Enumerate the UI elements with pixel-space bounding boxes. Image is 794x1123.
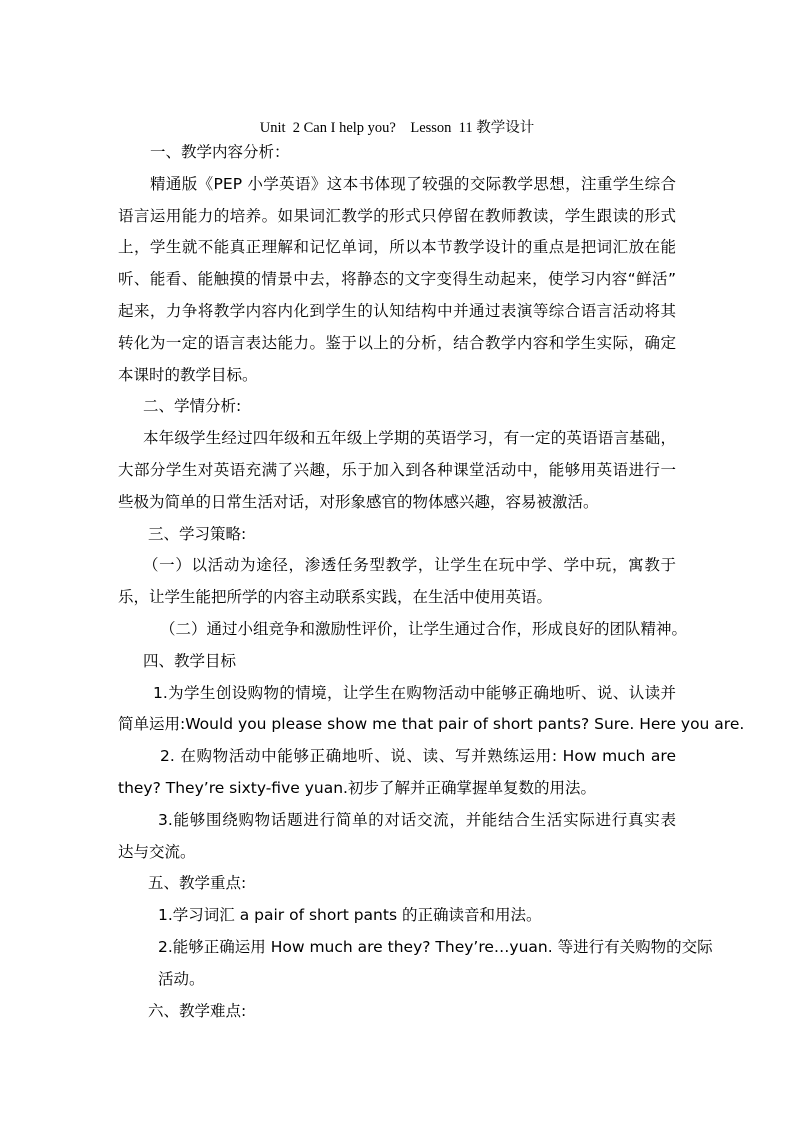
- paragraph-line: 活动。: [158, 969, 205, 988]
- title-english: Unit 2 Can I help you? Lesson 11: [259, 120, 477, 136]
- section-heading-teaching-goals: 四、教学目标: [143, 651, 237, 670]
- section-heading-learning-strategy: 三、学习策略:: [148, 524, 247, 543]
- section-heading-difficulties: 六、教学难点:: [148, 1001, 247, 1020]
- paragraph-line: 2. 在购物活动中能够正确地听、说、读、写并熟练运用: How much are: [160, 747, 676, 766]
- paragraph-line: 精通版《PEP 小学英语》这本书体现了较强的交际教学思想，注重学生综合: [150, 174, 676, 193]
- paragraph-line: 语言运用能力的培养。如果词汇教学的形式只停留在教师教读，学生跟读的形式: [118, 206, 676, 225]
- paragraph-line: 大部分学生对英语充满了兴趣，乐于加入到各种课堂活动中，能够用英语进行一: [118, 460, 676, 479]
- paragraph-line: 3.能够围绕购物话题进行简单的对话交流，并能结合生活实际进行真实表: [158, 810, 676, 829]
- paragraph-line: 本年级学生经过四年级和五年级上学期的英语学习，有一定的英语语言基础，: [143, 429, 676, 448]
- section-heading-student-analysis: 二、学情分析:: [143, 397, 242, 416]
- paragraph-line: 些极为简单的日常生活对话，对形象感官的物体感兴趣，容易被激活。: [118, 492, 599, 511]
- paragraph-line: 上，学生就不能真正理解和记忆单词，所以本节教学设计的重点是把词汇放在能: [118, 238, 676, 257]
- paragraph-line: （一）以活动为途径，渗透任务型教学，让学生在玩中学、学中玩，寓教于: [143, 556, 676, 575]
- paragraph-line: 转化为一定的语言表达能力。鉴于以上的分析，结合教学内容和学生实际，确定: [118, 333, 676, 352]
- paragraph-line: 1.为学生创设购物的情境，让学生在购物活动中能够正确地听、说、认读并: [153, 683, 676, 702]
- paragraph-line: they? They’re sixty-five yuan.初步了解并正确掌握单复数的用法。: [118, 778, 596, 797]
- section-heading-content-analysis: 一、教学内容分析：: [150, 143, 290, 161]
- paragraph-line: 乐，让学生能把所学的内容主动联系实践，在生活中使用英语。: [118, 588, 553, 607]
- paragraph-line: 2.能够正确运用 How much are they? They’re…yuan. 等进行有关购物的交际: [158, 937, 713, 956]
- document-title: [0, 116, 794, 137]
- paragraph-line: 简单运用:Would you please show me that pair of short pants? Sure. Here you are.: [118, 715, 745, 734]
- paragraph-line: 听、能看、能触摸的情景中去，将静态的文字变得生动起来，使学习内容“鲜活”: [118, 270, 676, 289]
- title-chinese: 教学设计: [476, 120, 535, 136]
- section-heading-key-points: 五、教学重点:: [148, 874, 247, 893]
- paragraph-line: 本课时的教学目标。: [118, 365, 258, 384]
- paragraph-line: 达与交流。: [118, 842, 196, 861]
- document-body: [118, 137, 745, 1027]
- paragraph-line: 起来，力争将教学内容内化到学生的认知结构中并通过表演等综合语言活动将其: [118, 301, 676, 320]
- paragraph-line: （二）通过小组竞争和激励性评价，让学生通过合作，形成良好的团队精神。: [160, 619, 688, 638]
- paragraph-line: 1.学习词汇 a pair of short pants 的正确读音和用法。: [158, 906, 542, 925]
